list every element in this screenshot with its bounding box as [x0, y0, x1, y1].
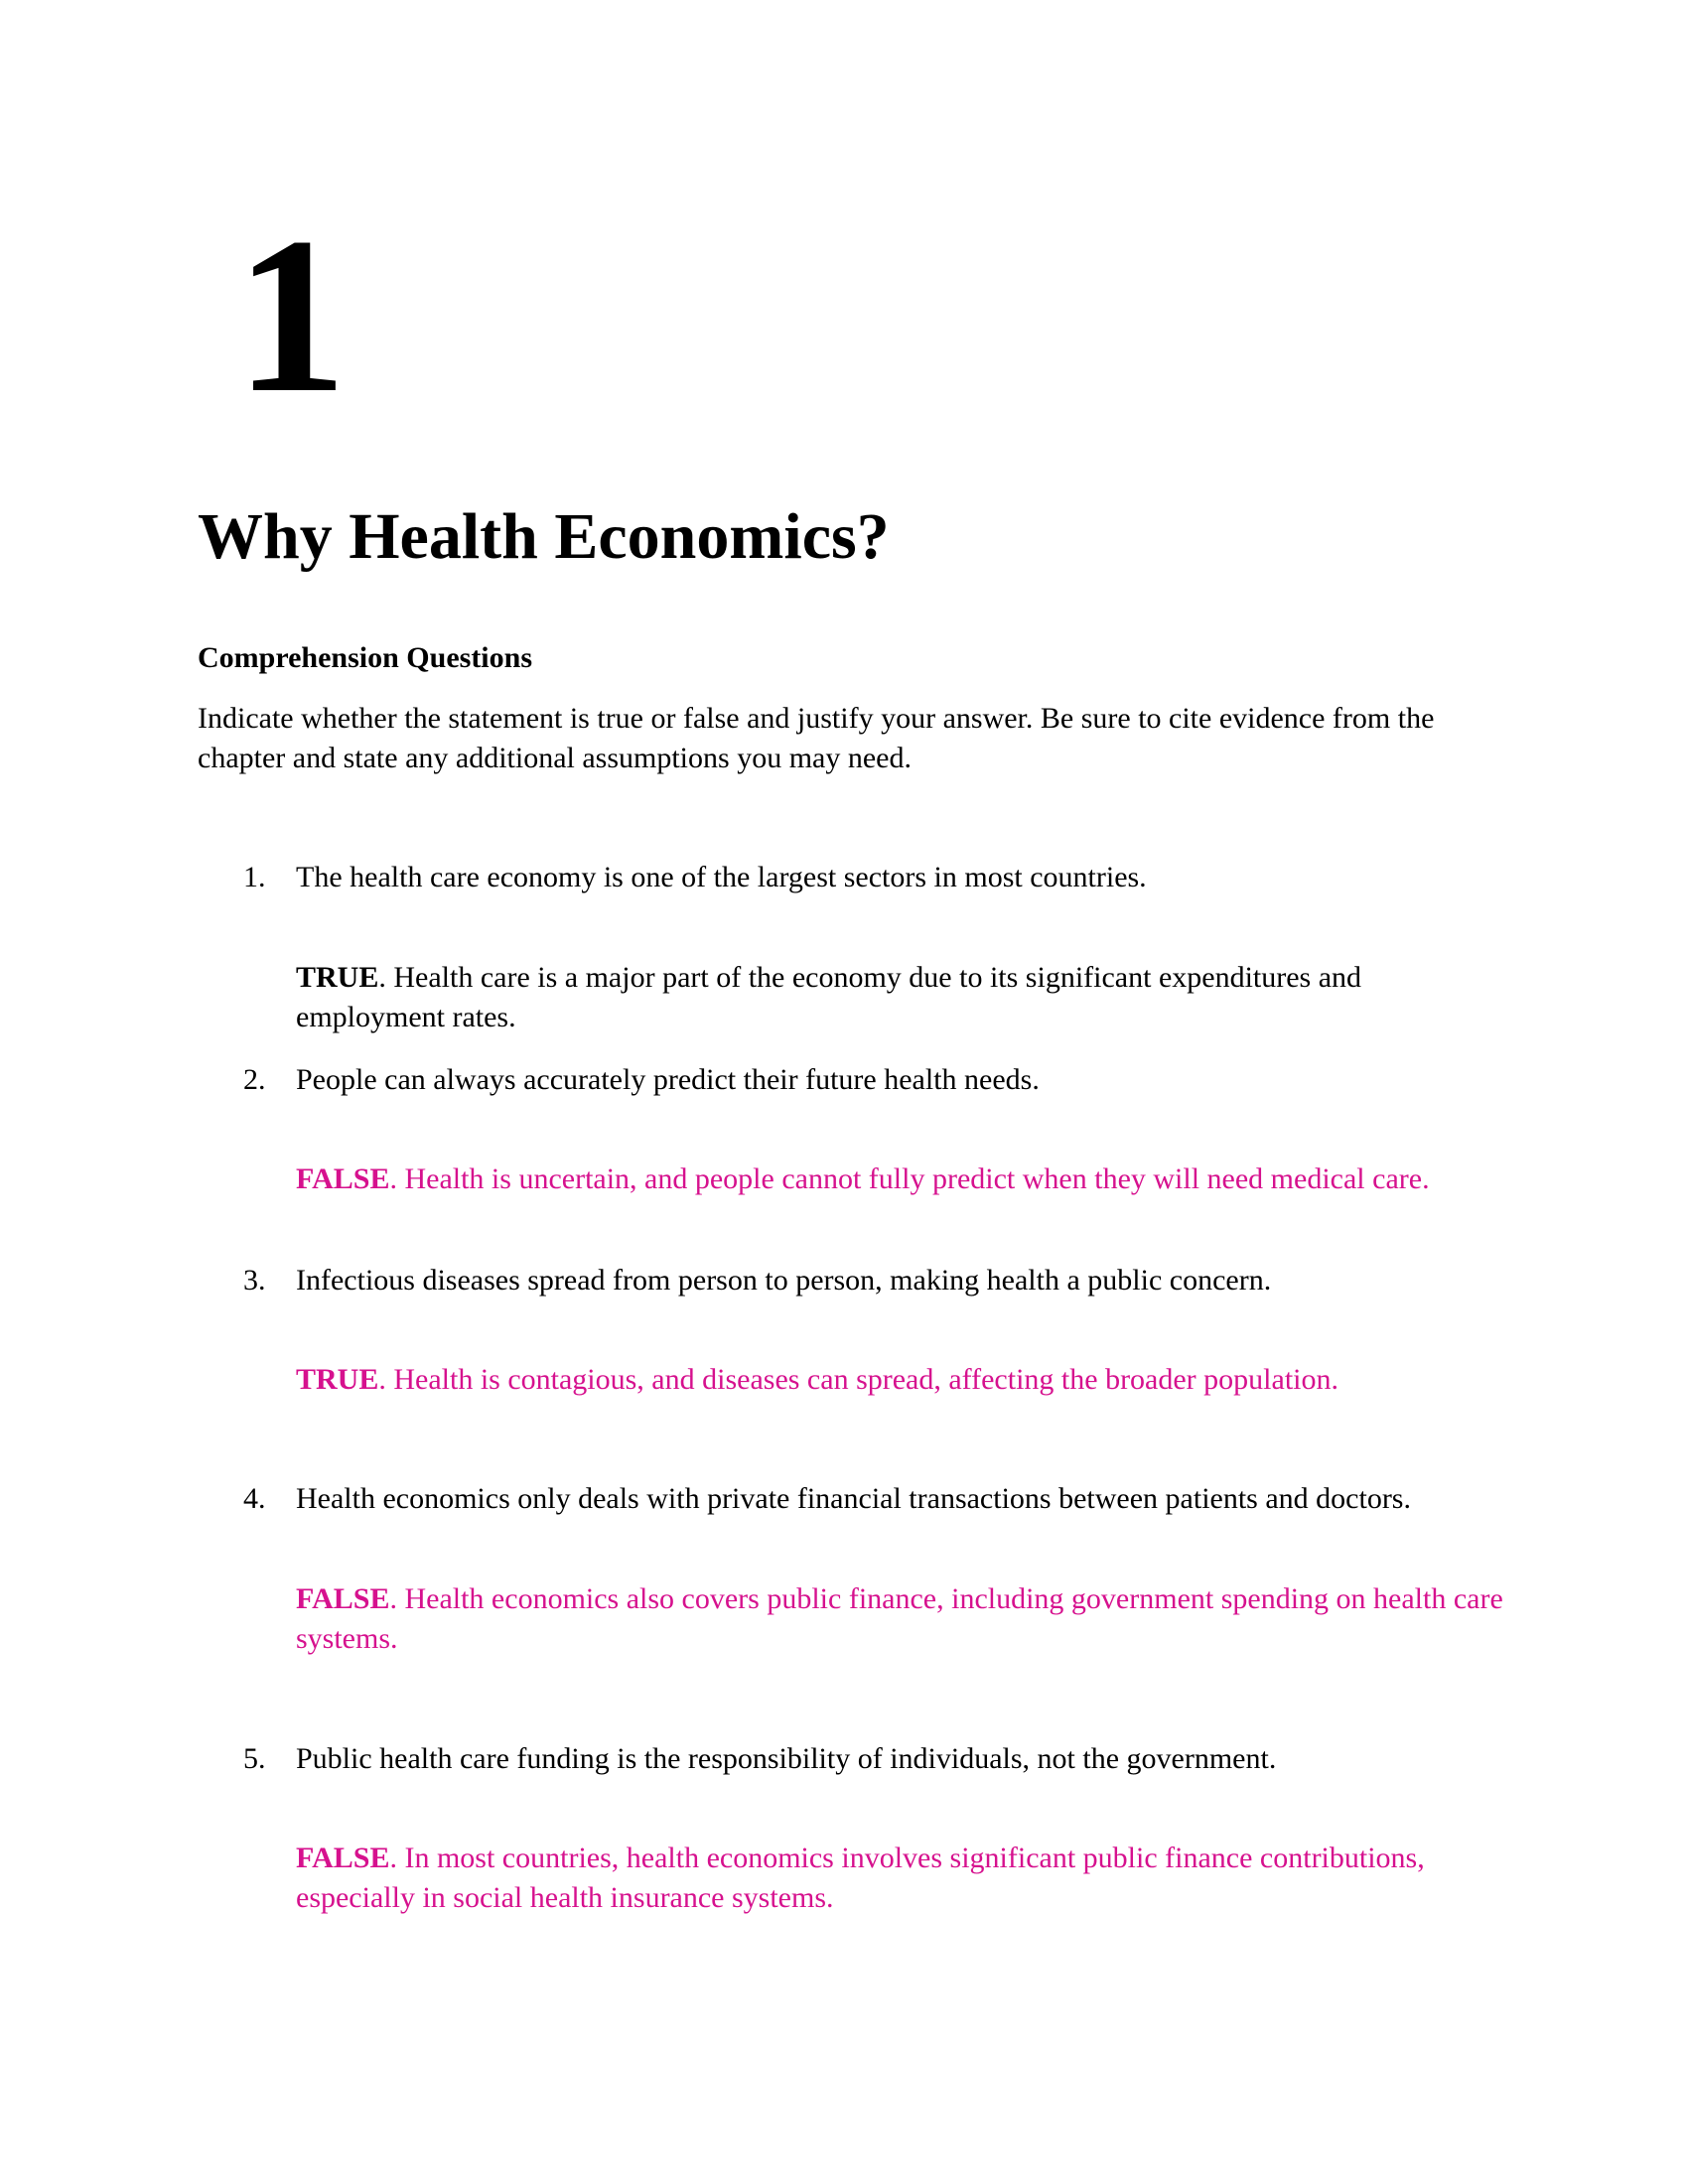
answer-verdict: TRUE — [296, 961, 379, 994]
section-heading: Comprehension Questions — [198, 641, 533, 674]
question-text: Health economics only deals with private financial transactions between patients and doctors. — [296, 1482, 1411, 1515]
answer-explanation: . Health care is a major part of the economy due to its significant expenditures and employment rates. — [296, 961, 1362, 1033]
answer-verdict: FALSE — [296, 1582, 390, 1615]
answer-explanation: . Health is contagious, and diseases can spread, affecting the broader population. — [378, 1363, 1338, 1396]
answer — [296, 958, 1507, 1037]
question-text: People can always accurately predict their future health needs. — [296, 1063, 1040, 1096]
question-number: 1. — [243, 861, 266, 893]
question-text: Infectious diseases spread from person to person, making health a public concern. — [296, 1264, 1272, 1297]
answer — [296, 1160, 1507, 1199]
answer — [296, 1839, 1507, 1918]
answer — [296, 1579, 1507, 1659]
question-number: 3. — [243, 1264, 266, 1297]
answer — [296, 1360, 1507, 1400]
answer-explanation: . In most countries, health economics involves significant public finance contributions, especially in social health insurance systems. — [296, 1842, 1425, 1914]
question-text: Public health care funding is the responsibility of individuals, not the government. — [296, 1742, 1277, 1775]
question-number: 2. — [243, 1063, 266, 1096]
question-number: 5. — [243, 1742, 266, 1775]
instructions: Indicate whether the statement is true or false and justify your answer. Be sure to cite evidence from the chapter and state any additional assumptions you may need. — [198, 702, 1435, 774]
answer-verdict: TRUE — [296, 1363, 379, 1396]
chapter-number: 1 — [235, 191, 348, 439]
answer-verdict: FALSE — [296, 1162, 390, 1195]
answer-verdict: FALSE — [296, 1842, 390, 1874]
answer-explanation: . Health economics also covers public finance, including government spending on health care systems. — [296, 1582, 1503, 1655]
answer-explanation: . Health is uncertain, and people cannot fully predict when they will need medical care. — [389, 1162, 1430, 1195]
question-number: 4. — [243, 1482, 266, 1515]
question-text: The health care economy is one of the largest sectors in most countries. — [296, 861, 1147, 893]
chapter-title: Why Health Economics? — [198, 500, 890, 573]
